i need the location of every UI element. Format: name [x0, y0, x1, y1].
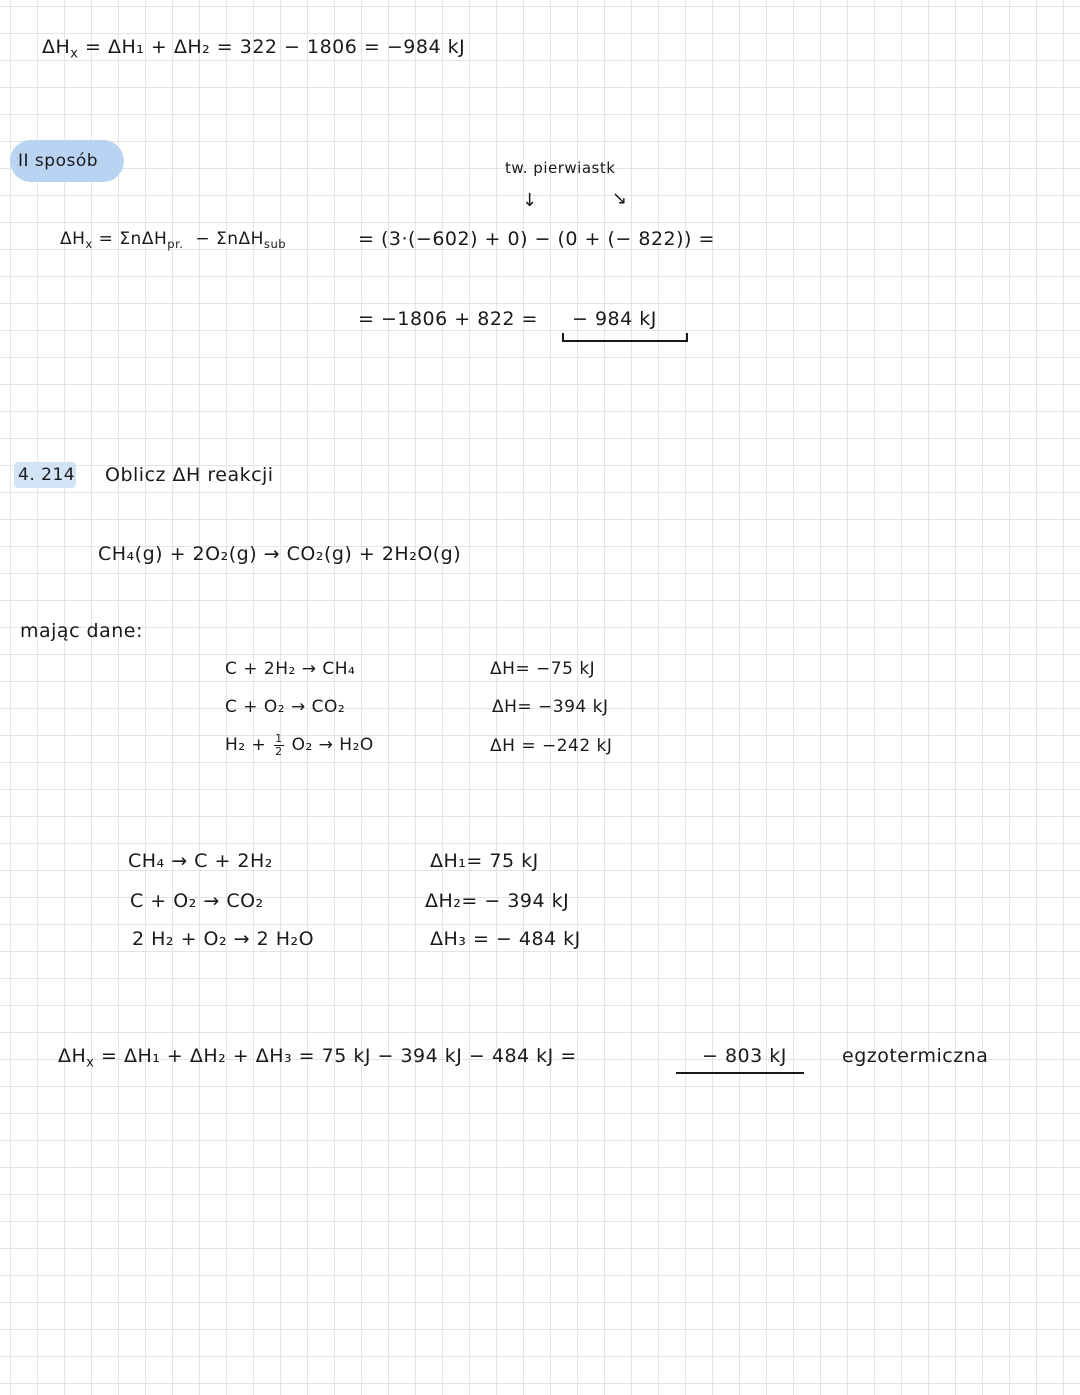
task-number: 4. 214 [18, 465, 76, 485]
sum-substrates: − ΣnΔH$_{sub}$ [195, 229, 287, 252]
delta-h-x-label: $\Delta H_x$ [42, 36, 79, 62]
arrow-down-icon: ↓ [522, 190, 538, 211]
task-title: Oblicz ΔH reakcji [105, 464, 274, 486]
target-reaction: CH₄(g) + 2O₂(g) → CO₂(g) + 2H₂O(g) [98, 543, 462, 565]
given-label: mając dane: [20, 620, 143, 642]
first-method-expression: = ΔH₁ + ΔH₂ = 322 − 1806 = −984 kJ [84, 36, 466, 58]
reaction-type-note: egzotermiczna [842, 1045, 989, 1067]
step-dh-1: ΔH₁= 75 kJ [430, 850, 539, 872]
step-equation-3: 2 H₂ + O₂ → 2 H₂O [132, 928, 315, 950]
given-dh-2: ΔH= −394 kJ [492, 697, 609, 717]
method-label: II sposób [18, 151, 99, 171]
delta-h-x-label: $\Delta H_x$ [58, 1045, 95, 1071]
method2-result: − 984 kJ [572, 308, 657, 330]
step-dh-2: ΔH₂= − 394 kJ [425, 890, 570, 912]
step-equation-2: C + O₂ → CO₂ [130, 890, 264, 912]
step-equation-1: CH₄ → C + 2H₂ [128, 850, 273, 872]
first-method-result [42, 36, 466, 62]
fraction: $\frac{1}{2}$ [275, 732, 283, 758]
method2-calculation: = (3·(−602) + 0) − (0 + (− 822)) = [358, 228, 715, 250]
sum-products: = ΣnΔH$_{pr.}$ [98, 229, 184, 252]
given-dh-1: ΔH= −75 kJ [490, 659, 596, 679]
given-equation-3: H₂ + $\frac{1}{2}$ O₂ → H₂O [225, 732, 374, 758]
final-equation [58, 1045, 577, 1071]
delta-h-x-label: $\Delta H_x$ [60, 229, 93, 252]
method2-equation [60, 229, 287, 252]
arrow-down-icon: ↘ [612, 188, 628, 209]
method2-line2: = −1806 + 822 = [358, 308, 538, 330]
given-dh-3: ΔH = −242 kJ [490, 736, 613, 756]
final-expression: = ΔH₁ + ΔH₂ + ΔH₃ = 75 kJ − 394 kJ − 484 kJ = [100, 1045, 577, 1067]
given-equation-2: C + O₂ → CO₂ [225, 697, 346, 717]
given-equation-1: C + 2H₂ → CH₄ [225, 659, 356, 679]
result-underline [676, 1072, 804, 1074]
elements-annotation: tw. pierwiastk [505, 159, 616, 177]
final-result: − 803 kJ [702, 1045, 787, 1067]
result-bracket [562, 333, 688, 342]
step-dh-3: ΔH₃ = − 484 kJ [430, 928, 581, 950]
